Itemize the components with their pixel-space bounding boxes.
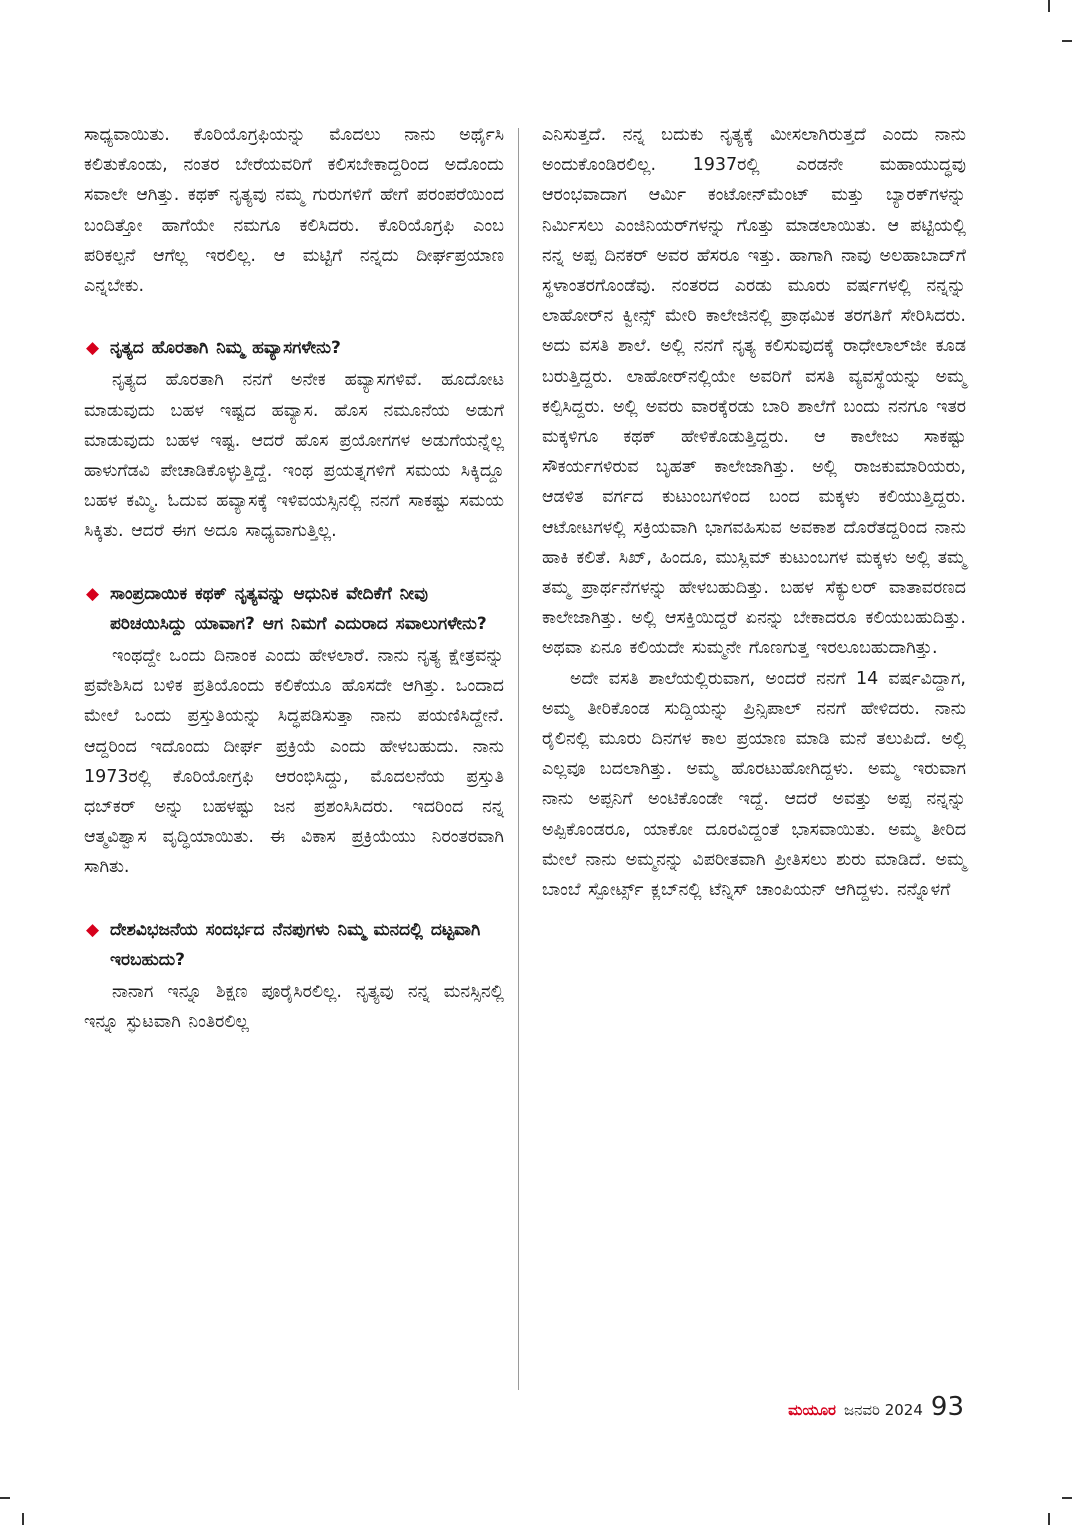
page-number: 93: [930, 1392, 964, 1422]
question-text: ದೇಶವಿಭಜನೆಯ ಸಂದರ್ಭದ ನೆನಪುಗಳು ನಿಮ್ಮ ಮನದಲ್ಲಿ ದಟ್ಟವಾಗಿ ಇರಬಹುದು?: [110, 919, 481, 970]
crop-mark: [22, 1513, 24, 1525]
column-divider: [518, 128, 519, 1390]
body-paragraph: ಎನಿಸುತ್ತದೆ. ನನ್ನ ಬದುಕು ನೃತ್ಯಕ್ಕೆ ಮೀಸಲಾಗಿರುತ್ತದೆ ಎಂದು ನಾನು ಅಂದುಕೊಂಡಿರಲಿಲ್ಲ. 1937ರಲ್ಲಿ ಎರಡನೇ ಮಹಾಯುದ್ಧವು ಆರಂಭವಾದಾಗ ಆರ್ಮಿ ಕಂಟೋನ್‌ಮೆಂಟ್ ಮತ್ತು ಬ್ಯಾರಕ್‌ಗಳನ್ನು ನಿರ್ಮಿಸಲು ಎಂಜಿನಿಯರ್‌ಗಳನ್ನು ಗೊತ್ತು ಮಾಡಲಾಯಿತು. ಆ ಪಟ್ಟಿಯಲ್ಲಿ ನನ್ನ ಅಪ್ಪ ದಿನಕರ್ ಅವರ ಹೆಸರೂ ಇತ್ತು. ಹಾಗಾಗಿ ನಾವು ಅಲಹಾಬಾದ್‌ಗೆ ಸ್ಥಳಾಂತರಗೊಂಡೆವು. ನಂತರದ ಎರಡು ಮೂರು ವರ್ಷಗಳಲ್ಲಿ ನನ್ನನ್ನು ಲಾಹೋರ್‌ನ ಕ್ವೀನ್ಸ್ ಮೇರಿ ಕಾಲೇಜಿನಲ್ಲಿ ಪ್ರಾಥಮಿಕ ತರಗತಿಗೆ ಸೇರಿಸಿದರು. ಅದು ವಸತಿ ಶಾಲೆ. ಅಲ್ಲಿ ನನಗೆ ನೃತ್ಯ ಕಲಿಸುವುದಕ್ಕೆ ರಾಧೇಲಾಲ್‌ಜೀ ಕೂಡ ಬರುತ್ತಿದ್ದರು. ಲಾಹೋರ್‌ನಲ್ಲಿಯೇ ಅವರಿಗೆ ವಸತಿ ವ್ಯವಸ್ಥೆಯನ್ನು ಅಮ್ಮ ಕಲ್ಪಿಸಿದ್ದರು. ಅಲ್ಲಿ ಅವರು ವಾರಕ್ಕೆರಡು ಬಾರಿ ಶಾಲೆಗೆ ಬಂದು ನನಗೂ ಇತರ ಮಕ್ಕಳಿಗೂ ಕಥಕ್ ಹೇಳಿಕೊಡುತ್ತಿದ್ದರು. ಆ ಕಾಲೇಜು ಸಾಕಷ್ಟು ಸೌಕರ್ಯಗಳಿರುವ ಬೃಹತ್ ಕಾಲೇಜಾಗಿತ್ತು. ಅಲ್ಲಿ ರಾಜಕುಮಾರಿಯರು, ಆಡಳಿತ ವರ್ಗದ ಕುಟುಂಬಗಳಿಂದ ಬಂದ ಮಕ್ಕಳು ಕಲಿಯುತ್ತಿದ್ದರು. ಆಟೋಟಗಳಲ್ಲಿ ಸಕ್ರಿಯವಾಗಿ ಭಾಗವಹಿಸುವ ಅವಕಾಶ ದೊರೆತದ್ದರಿಂದ ನಾನು ಹಾಕಿ ಕಲಿತೆ. ಸಿಖ್, ಹಿಂದೂ, ಮುಸ್ಲಿಮ್ ಕುಟುಂಬಗಳ ಮಕ್ಕಳು ಅಲ್ಲಿ ತಮ್ಮ ತಮ್ಮ ಪ್ರಾರ್ಥನೆಗಳನ್ನು ಹೇಳಬಹುದಿತ್ತು. ಬಹಳ ಸೆಕ್ಯುಲರ್ ವಾತಾವರಣದ ಕಾಲೇಜಾಗಿತ್ತು. ಅಲ್ಲಿ ಆಸಕ್ತಿಯಿದ್ದರೆ ಏನನ್ನು ಬೇಕಾದರೂ ಕಲಿಯಬಹುದಿತ್ತು. ಅಥವಾ ಏನೂ ಕಲಿಯದೇ ಸುಮ್ಮನೇ ಗೊಣಗುತ್ತ ಇರಲೂಬಹುದಾಗಿತ್ತು.: [542, 125, 966, 659]
diamond-bullet-icon: ◆: [86, 338, 100, 359]
question-heading: [84, 333, 504, 363]
diamond-bullet-icon: ◆: [86, 583, 100, 604]
crop-mark: [1048, 0, 1050, 12]
crop-mark: [1048, 1513, 1050, 1525]
body-paragraph: ನೃತ್ಯದ ಹೊರತಾಗಿ ನನಗೆ ಅನೇಕ ಹವ್ಯಾಸಗಳಿವೆ. ಹೂದೋಟ ಮಾಡುವುದು ಬಹಳ ಇಷ್ಟದ ಹವ್ಯಾಸ. ಹೊಸ ನಮೂನೆಯ ಅಡುಗೆ ಮಾಡುವುದು ಬಹಳ ಇಷ್ಟ. ಆದರೆ ಹೊಸ ಪ್ರಯೋಗಗಳ ಅಡುಗೆಯನ್ನೆಲ್ಲ ಹಾಳುಗೆಡವಿ ಪೇಚಾಡಿಕೊಳ್ಳುತ್ತಿದ್ದೆ. ಇಂಥ ಪ್ರಯತ್ನಗಳಿಗೆ ಸಮಯ ಸಿಕ್ಕಿದ್ದೂ ಬಹಳ ಕಮ್ಮಿ. ಓದುವ ಹವ್ಯಾಸಕ್ಕೆ ಇಳಿವಯಸ್ಸಿನಲ್ಲಿ ನನಗೆ ಸಾಕಷ್ಟು ಸಮಯ ಸಿಕ್ಕಿತು. ಆದರೆ ಈಗ ಅದೂ ಸಾಧ್ಯವಾಗುತ್ತಿಲ್ಲ.: [84, 370, 504, 542]
question-heading: [84, 915, 504, 975]
question-text: ನೃತ್ಯದ ಹೊರತಾಗಿ ನಿಮ್ಮ ಹವ್ಯಾಸಗಳೇನು?: [110, 338, 341, 359]
body-paragraph: ನಾನಾಗ ಇನ್ನೂ ಶಿಕ್ಷಣ ಪೂರೈಸಿರಲಿಲ್ಲ. ನೃತ್ಯವು ನನ್ನ ಮನಸ್ಸಿನಲ್ಲಿ ಇನ್ನೂ ಸ್ಫುಟವಾಗಿ ನಿಂತಿರಲಿಲ್ಲ: [84, 982, 504, 1033]
body-paragraph: ಅದೇ ವಸತಿ ಶಾಲೆಯಲ್ಲಿರುವಾಗ, ಅಂದರೆ ನನಗೆ 14 ವರ್ಷವಿದ್ದಾಗ, ಅಮ್ಮ ತೀರಿಕೊಂಡ ಸುದ್ದಿಯನ್ನು ಪ್ರಿನ್ಸಿಪಾಲ್ ನನಗೆ ಹೇಳಿದರು. ನಾನು ರೈಲಿನಲ್ಲಿ ಮೂರು ದಿನಗಳ ಕಾಲ ಪ್ರಯಾಣ ಮಾಡಿ ಮನೆ ತಲುಪಿದೆ. ಅಲ್ಲಿ ಎಲ್ಲವೂ ಬದಲಾಗಿತ್ತು. ಅಮ್ಮ ಹೊರಟುಹೋಗಿದ್ದಳು. ಅಮ್ಮ ಇರುವಾಗ ನಾನು ಅಪ್ಪನಿಗೆ ಅಂಟಿಕೊಂಡೇ ಇದ್ದೆ. ಆದರೆ ಅವತ್ತು ಅಪ್ಪ ನನ್ನನ್ನು ಅಪ್ಪಿಕೊಂಡರೂ, ಯಾಕೋ ದೂರವಿದ್ದಂತೆ ಭಾಸವಾಯಿತು. ಅಮ್ಮ ತೀರಿದ ಮೇಲೆ ನಾನು ಅಮ್ಮನನ್ನು ವಿಪರೀತವಾಗಿ ಪ್ರೀತಿಸಲು ಶುರು ಮಾಡಿದೆ. ಅಮ್ಮ ಬಾಂಬೆ ಸ್ಪೋರ್ಟ್ಸ್ ಕ್ಲಬ್‌ನಲ್ಲಿ ಟೆನ್ನಿಸ್ ಚಾಂಪಿಯನ್ ಆಗಿದ್ದಳು. ನನ್ನೊಳಗೆ: [542, 668, 966, 901]
page-footer: [788, 1392, 964, 1428]
crop-mark: [1062, 40, 1072, 42]
diamond-bullet-icon: ◆: [86, 919, 100, 940]
magazine-logo: ಮಯೂರ: [788, 1401, 836, 1419]
question-text: ಸಾಂಪ್ರದಾಯಿಕ ಕಥಕ್ ನೃತ್ಯವನ್ನು ಆಧುನಿಕ ವೇದಿಕೆಗೆ ನೀವು ಪರಿಚಯಿಸಿದ್ದು ಯಾವಾಗ? ಆಗ ನಿಮಗೆ ಎದುರಾದ ಸವಾಲುಗಳೇನು?: [110, 583, 487, 634]
body-paragraph: ಸಾಧ್ಯವಾಯಿತು. ಕೊರಿಯೊಗ್ರಫಿಯನ್ನು ಮೊದಲು ನಾನು ಅರ್ಥೈಸಿ ಕಲಿತುಕೊಂಡು, ನಂತರ ಬೇರೆಯವರಿಗೆ ಕಲಿಸಬೇಕಾದ್ದರಿಂದ ಅದೊಂದು ಸವಾಲೇ ಆಗಿತ್ತು. ಕಥಕ್ ನೃತ್ಯವು ನಮ್ಮ ಗುರುಗಳಿಗೆ ಹೇಗೆ ಪರಂಪರೆಯಿಂದ ಬಂದಿತ್ತೋ ಹಾಗೆಯೇ ನಮಗೂ ಕಲಿಸಿದರು. ಕೊರಿಯೊಗ್ರಫಿ ಎಂಬ ಪರಿಕಲ್ಪನೆ ಆಗೆಲ್ಲ ಇರಲಿಲ್ಲ. ಆ ಮಟ್ಟಿಗೆ ನನ್ನದು ದೀರ್ಘಪ್ರಯಾಣ ಎನ್ನಬೇಕು.: [84, 125, 504, 297]
right-column: [542, 120, 966, 905]
crop-mark: [1062, 1497, 1072, 1499]
issue-date: ಜನವರಿ 2024: [843, 1401, 923, 1419]
crop-mark: [0, 1497, 10, 1499]
question-heading: [84, 579, 504, 639]
left-column: [84, 120, 504, 1037]
body-paragraph: ಇಂಥದ್ದೇ ಒಂದು ದಿನಾಂಕ ಎಂದು ಹೇಳಲಾರೆ. ನಾನು ನೃತ್ಯ ಕ್ಷೇತ್ರವನ್ನು ಪ್ರವೇಶಿಸಿದ ಬಳಿಕ ಪ್ರತಿಯೊಂದು ಕಲಿಕೆಯೂ ಹೊಸದೇ ಆಗಿತ್ತು. ಒಂದಾದ ಮೇಲೆ ಒಂದು ಪ್ರಸ್ತುತಿಯನ್ನು ಸಿದ್ಧಪಡಿಸುತ್ತಾ ನಾನು ಪಯಣಿಸಿದ್ದೇನೆ. ಆದ್ದರಿಂದ ಇದೊಂದು ದೀರ್ಘ ಪ್ರಕ್ರಿಯೆ ಎಂದು ಹೇಳಬಹುದು. ನಾನು 1973ರಲ್ಲಿ ಕೊರಿಯೋಗ್ರಫಿ ಆರಂಭಿಸಿದ್ದು, ಮೊದಲನೆಯ ಪ್ರಸ್ತುತಿ ಧಬ್‌ಕರ್ ಅನ್ನು ಬಹಳಷ್ಟು ಜನ ಪ್ರಶಂಸಿಸಿದರು. ಇದರಿಂದ ನನ್ನ ಆತ್ಮವಿಶ್ವಾಸ ವೃದ್ಧಿಯಾಯಿತು. ಈ ವಿಕಾಸ ಪ್ರಕ್ರಿಯೆಯು ನಿರಂತರವಾಗಿ ಸಾಗಿತು.: [84, 646, 504, 878]
